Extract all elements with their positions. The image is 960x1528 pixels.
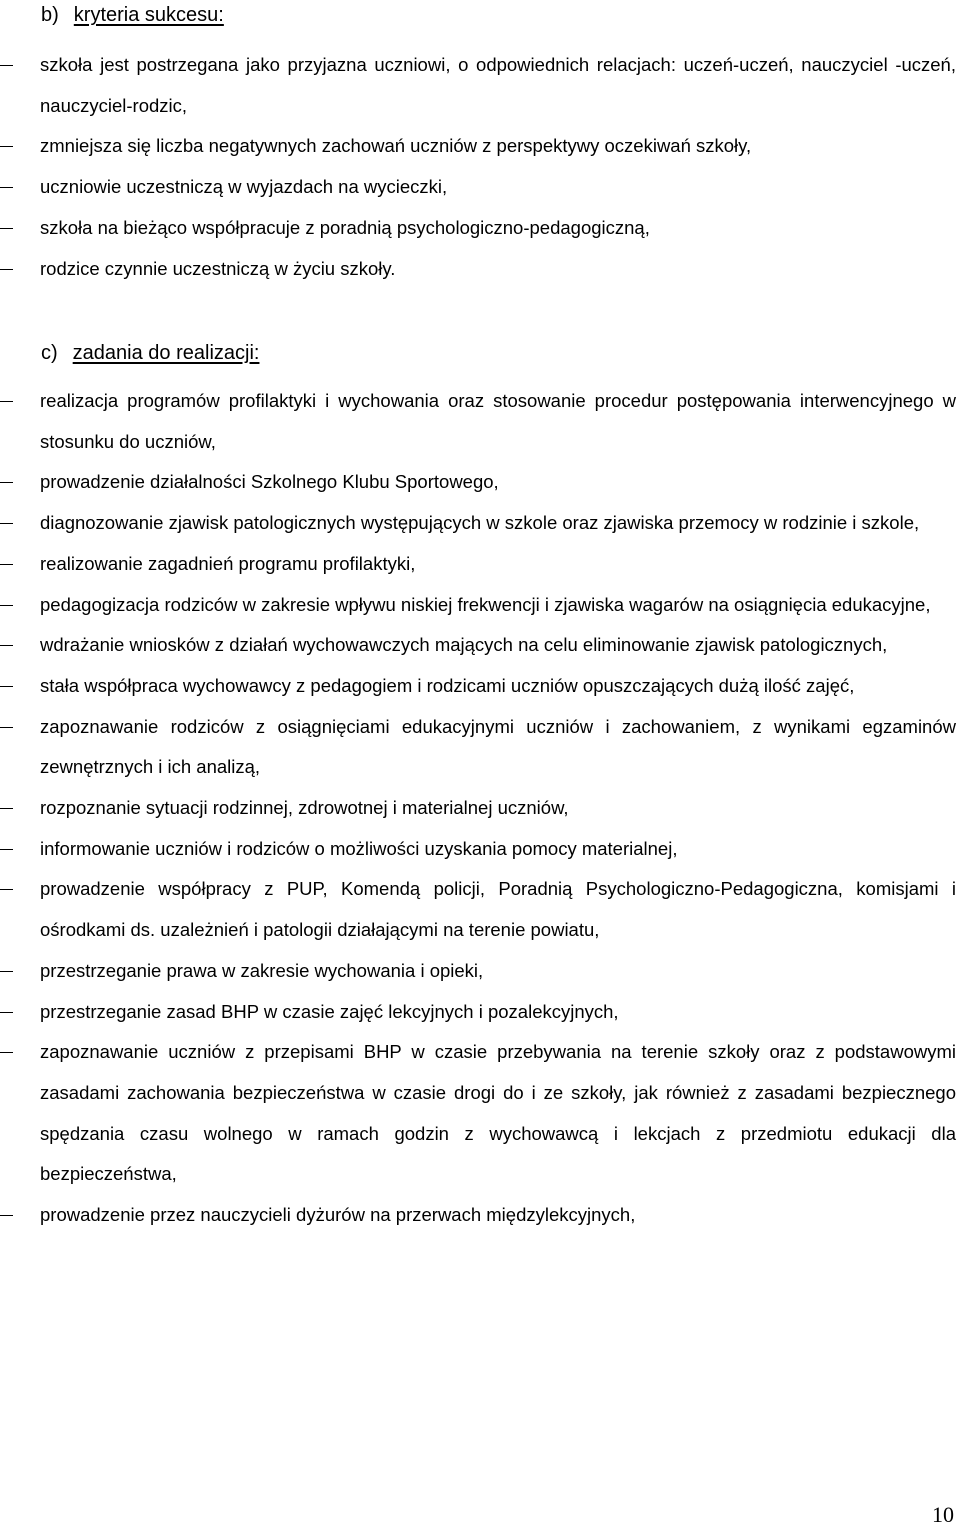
list-item-text: szkoła jest postrzegana jako przyjazna uczniowi, o odpowiednich relacjach: uczeń-uczeń, nauczyciel -uczeń, nauczyciel-rodzic,	[40, 54, 956, 116]
dash-bullet	[0, 849, 13, 850]
list-item-text: realizacja programów profilaktyki i wychowania oraz stosowanie procedur postępowania interwencyjnego w stosunku do uczniów,	[40, 390, 956, 452]
list-item	[0, 625, 960, 666]
list-item	[0, 126, 960, 167]
list-item-text: rozpoznanie sytuacji rodzinnej, zdrowotnej i materialnej uczniów,	[40, 797, 569, 819]
list-item-text: informowanie uczniów i rodziców o możliwości uzyskania pomocy materialnej,	[40, 837, 678, 859]
dash-bullet	[0, 1012, 13, 1013]
dash-bullet	[0, 401, 13, 402]
list-item-text: szkoła na bieżąco współpracuje z poradnią psychologiczno-pedagogiczną,	[40, 216, 650, 238]
list-item-text: zmniejsza się liczba negatywnych zachowań uczniów z perspektywy oczekiwań szkoły,	[40, 135, 752, 157]
dash-bullet	[0, 971, 13, 972]
list-item-text: rodzice czynnie uczestniczą w życiu szkoły.	[40, 257, 396, 279]
list-item	[0, 829, 960, 870]
dash-bullet	[0, 808, 13, 809]
dash-bullet	[0, 1052, 13, 1053]
section-c-letter: c)	[41, 342, 58, 364]
dash-bullet	[0, 146, 13, 147]
list-item	[0, 1032, 960, 1195]
dash-bullet	[0, 482, 13, 483]
list-item-text: zapoznawanie rodziców z osiągnięciami edukacyjnymi uczniów i zachowaniem, z wynikami egzaminów zewnętrznych i ich analizą,	[40, 715, 956, 778]
section-c-list	[0, 381, 960, 1236]
dash-bullet	[0, 65, 13, 66]
list-item	[0, 951, 960, 992]
dash-bullet	[0, 564, 13, 565]
list-item-text: prowadzenie przez nauczycieli dyżurów na przerwach międzylekcyjnych,	[40, 1204, 636, 1226]
list-item	[0, 666, 960, 707]
dash-bullet	[0, 1215, 13, 1216]
section-b-title: kryteria sukcesu:	[73, 4, 224, 26]
list-item	[0, 381, 960, 462]
dash-bullet	[0, 605, 13, 606]
dash-bullet	[0, 523, 13, 524]
list-item-text: zapoznawanie uczniów z przepisami BHP w czasie przebywania na terenie szkoły oraz z podstawowymi zasadami zachowania bezpieczeństwa w czasie drogi do i ze szkoły, jak również z zasadami bezpiecznego spędzania czasu wolnego w ramach godzin z wychowawcą i lekcjach z przedmiotu edukacji dla bezpieczeństwa,	[40, 1041, 956, 1185]
list-item-text: prowadzenie współpracy z PUP, Komendą policji, Poradnią Psychologiczno-Pedagogiczna, komisjami i ośrodkami ds. uzależnień i patologii działającymi na terenie powiatu,	[40, 878, 956, 941]
dash-bullet	[0, 269, 13, 270]
list-item-text: uczniowie uczestniczą w wyjazdach na wycieczki,	[40, 176, 448, 198]
list-item	[0, 503, 960, 544]
section-b-heading	[41, 3, 224, 27]
list-item	[0, 544, 960, 585]
section-c-title: zadania do realizacji:	[72, 342, 260, 364]
list-item-text: przestrzeganie zasad BHP w czasie zajęć lekcyjnych i pozalekcyjnych,	[40, 1000, 619, 1022]
list-item	[0, 167, 960, 208]
list-item	[0, 45, 960, 126]
list-item	[0, 249, 960, 290]
list-item-text: prowadzenie działalności Szkolnego Klubu Sportowego,	[40, 471, 499, 493]
section-b-letter: b)	[41, 4, 59, 26]
list-item-text: realizowanie zagadnień programu profilaktyki,	[40, 552, 416, 574]
list-item-text: diagnozowanie zjawisk patologicznych występujących w szkole oraz zjawiska przemocy w rodzinie i szkole,	[40, 512, 920, 534]
list-item	[0, 788, 960, 829]
list-item	[0, 992, 960, 1033]
list-item	[0, 462, 960, 503]
list-item	[0, 208, 960, 249]
dash-bullet	[0, 727, 13, 728]
list-item-text: przestrzeganie prawa w zakresie wychowania i opieki,	[40, 959, 484, 981]
list-item-text: pedagogizacja rodziców w zakresie wpływu niskiej frekwencji i zjawiska wagarów na osiągnięcia edukacyjne,	[40, 593, 931, 615]
dash-bullet	[0, 645, 13, 646]
dash-bullet	[0, 889, 13, 890]
list-item-text: wdrażanie wniosków z działań wychowawczych mających na celu eliminowanie zjawisk patologicznych,	[40, 634, 888, 656]
list-item	[0, 1195, 960, 1236]
list-item-text: stała współpraca wychowawcy z pedagogiem i rodzicami uczniów opuszczających dużą ilość zajęć,	[40, 674, 855, 696]
page-number: 10	[932, 1502, 954, 1527]
section-c-heading	[41, 341, 259, 365]
dash-bullet	[0, 228, 13, 229]
list-item	[0, 869, 960, 950]
section-b-list	[0, 45, 960, 289]
list-item	[0, 707, 960, 788]
dash-bullet	[0, 187, 13, 188]
dash-bullet	[0, 686, 13, 687]
list-item	[0, 585, 960, 626]
